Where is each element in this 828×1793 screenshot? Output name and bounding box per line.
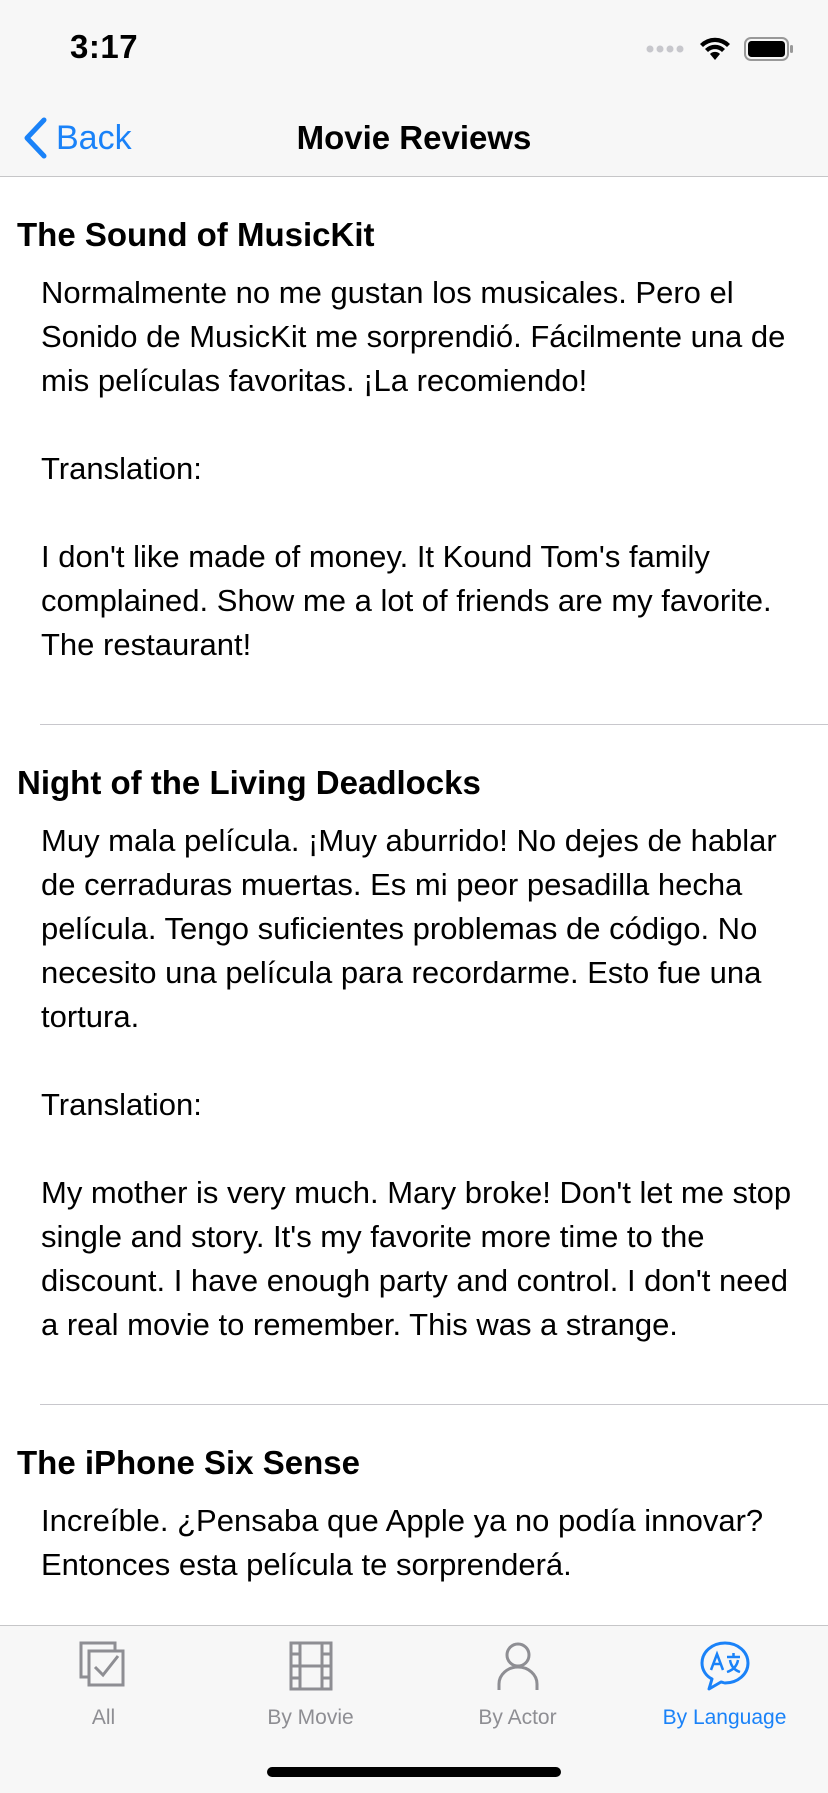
home-indicator[interactable]	[267, 1767, 561, 1777]
battery-icon	[744, 37, 794, 61]
review-title: The iPhone Six Sense	[17, 1444, 360, 1481]
review-item	[0, 725, 828, 1347]
status-bar	[0, 0, 828, 100]
review-item	[0, 1405, 828, 1587]
tab-label: All	[91, 1706, 116, 1729]
reviews-list[interactable]	[0, 177, 828, 1625]
review-title: The Sound of MusicKit	[17, 216, 375, 253]
translate-bubble-icon	[699, 1640, 751, 1692]
tab-by-actor[interactable]	[414, 1640, 621, 1730]
tab-label: By Movie	[267, 1706, 354, 1729]
film-icon	[285, 1640, 337, 1692]
review-title: Night of the Living Deadlocks	[17, 764, 481, 801]
cellular-signal-icon	[646, 43, 686, 55]
review-body: Muy mala película. ¡Muy aburrido! No dejes de hablar de cerraduras muertas. Es mi peor pesadilla hecha película. Tengo suficientes problemas de código. No necesito una película para recordarme. Esto fue una tortura. Translation: My mother is very much. Mary broke! Don't let me stop single and story. It's my favorite more time to the discount. I have enough party and control. I don't need a real movie to remember. This was a strange.	[41, 823, 792, 1342]
navigation-bar	[0, 100, 828, 177]
page-title: Movie Reviews	[296, 119, 532, 156]
tab-all[interactable]	[0, 1640, 207, 1730]
tab-by-language[interactable]	[621, 1640, 828, 1730]
review-body: Normalmente no me gustan los musicales. Pero el Sonido de MusicKit me sorprendió. Fácilmente una de mis películas favoritas. ¡La recomiendo! Translation: I don't like made of money. It Kound Tom's family complained. Show me a lot of friends are my favorite. The restaurant!	[41, 275, 786, 662]
status-time: 3:17	[70, 28, 139, 65]
tab-by-movie[interactable]	[207, 1640, 414, 1730]
back-label: Back	[56, 118, 132, 157]
review-item	[0, 177, 828, 667]
tab-label: By Actor	[478, 1706, 557, 1729]
tab-label: By Language	[662, 1706, 787, 1729]
wifi-icon	[698, 36, 732, 62]
review-body: Increíble. ¿Pensaba que Apple ya no podía innovar? Entonces esta película te sorprenderá.	[41, 1503, 772, 1582]
checkbox-stack-icon	[78, 1640, 130, 1692]
status-icons	[646, 34, 794, 64]
person-icon	[492, 1640, 544, 1692]
